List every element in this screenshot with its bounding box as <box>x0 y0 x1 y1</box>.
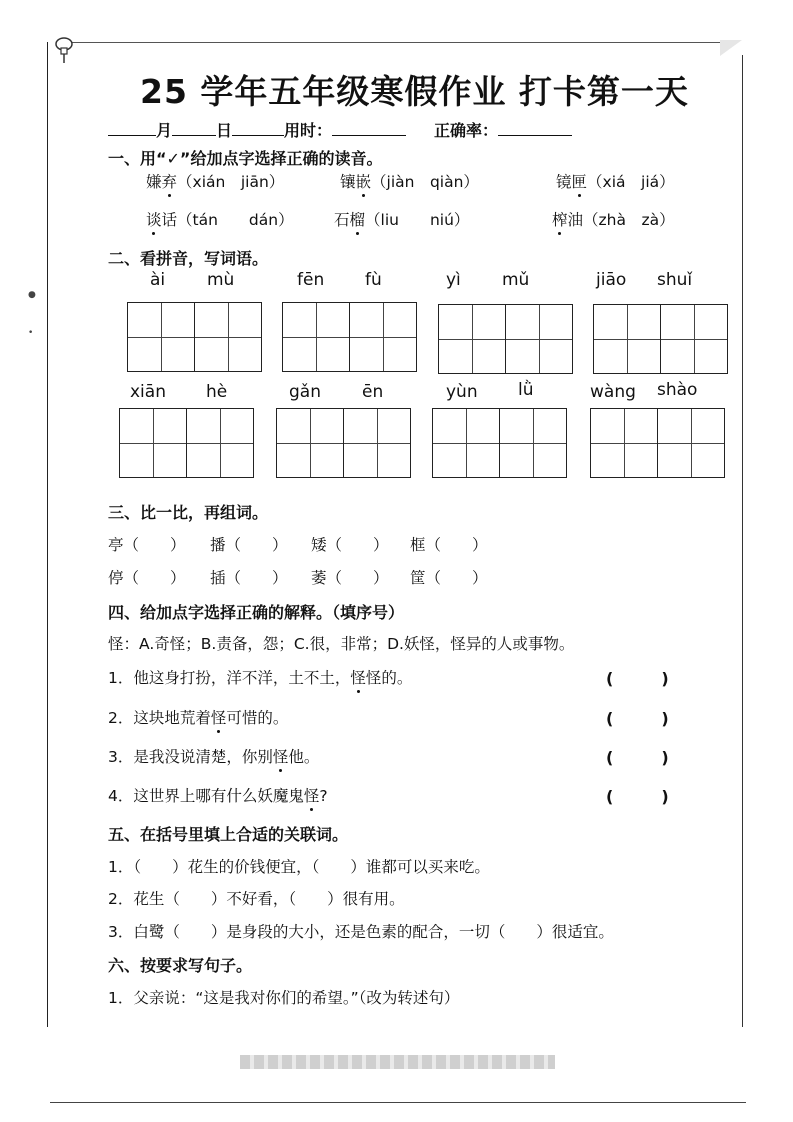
day-label: 日 <box>216 121 233 140</box>
footer-divider <box>50 1102 746 1103</box>
answer-blank[interactable]: ( ) <box>606 748 669 767</box>
writing-cell[interactable] <box>282 302 350 372</box>
writing-cell[interactable] <box>349 302 417 372</box>
pinyin-label: fēn <box>297 270 325 290</box>
writing-cell[interactable] <box>276 408 344 478</box>
writing-cell[interactable] <box>499 408 567 478</box>
pinyin-label: wàng <box>590 382 636 402</box>
blurred-footer-text <box>240 1055 555 1069</box>
explanation-item: 2．这块地荒着怪可惜的。 <box>108 709 289 727</box>
pinyin-label: ài <box>150 270 166 290</box>
writing-grid[interactable] <box>282 302 417 372</box>
writing-cell[interactable] <box>343 408 411 478</box>
compare-item: 筐（ ） <box>410 569 488 587</box>
margin-mark: ● <box>28 290 36 300</box>
writing-grid[interactable] <box>432 408 567 478</box>
pinyin-label: yì <box>446 270 461 290</box>
pinyin-choice-item: 谈话（tán dán） <box>146 211 294 229</box>
writing-cell[interactable] <box>657 408 725 478</box>
pinyin-choice-item: 嫌弃（xián jiān） <box>146 173 285 191</box>
conjunction-item: 3．白鹭（ ）是身段的大小，还是色素的配合，一切（ ）很适宜。 <box>108 923 614 941</box>
explanation-item: 3．是我没说清楚，你别怪他。 <box>108 748 320 766</box>
pinyin-label: fù <box>365 270 382 290</box>
pinyin-choice-item: 镜匣（xiá jiá） <box>556 173 675 191</box>
writing-cell[interactable] <box>505 304 573 374</box>
pinyin-choice-item: 镶嵌（jiàn qiàn） <box>340 173 479 191</box>
writing-cell[interactable] <box>194 302 262 372</box>
paper-right-edge <box>742 55 743 1027</box>
writing-cell[interactable] <box>660 304 728 374</box>
compare-item: 亭（ ） <box>108 536 186 554</box>
pinyin-label: hè <box>206 382 228 402</box>
writing-cell[interactable] <box>438 304 506 374</box>
pinyin-label: ēn <box>362 382 384 402</box>
writing-cell[interactable] <box>432 408 500 478</box>
compare-item: 框（ ） <box>410 536 488 554</box>
pinyin-label: mǔ <box>502 270 530 290</box>
month-label: 月 <box>156 121 173 140</box>
pinyin-label: xiān <box>130 382 166 402</box>
pinyin-label: gǎn <box>289 382 321 402</box>
pinyin-label: lǜ <box>518 380 534 400</box>
writing-grid[interactable] <box>593 304 728 374</box>
compare-item: 矮（ ） <box>311 536 389 554</box>
accuracy-label: 正确率： <box>434 121 499 140</box>
answer-blank[interactable]: ( ) <box>606 669 669 688</box>
section-2-heading: 二、看拼音，写词语。 <box>108 249 269 268</box>
writing-grid[interactable] <box>119 408 254 478</box>
explanation-item: 1．他这身打扮，洋不洋，土不土，怪怪的。 <box>108 669 413 687</box>
writing-cell[interactable] <box>590 408 658 478</box>
compare-item: 插（ ） <box>210 569 288 587</box>
explanation-item: 4．这世界上哪有什么妖魔鬼怪? <box>108 787 328 805</box>
section-5-heading: 五、在括号里填上合适的关联词。 <box>108 825 349 844</box>
paper-corner-fold <box>720 40 742 56</box>
page-title: 25 学年五年级寒假作业 打卡第一天 <box>140 72 689 111</box>
writing-cell[interactable] <box>127 302 195 372</box>
writing-grid[interactable] <box>590 408 725 478</box>
section-4-heading: 四、给加点字选择正确的解释。（填序号） <box>108 603 405 622</box>
pinyin-choice-item: 石榴（liu niú） <box>334 211 470 229</box>
pinyin-label: yùn <box>446 382 478 402</box>
conjunction-item: 1．（ ）花生的价钱便宜，（ ）谁都可以买来吃。 <box>108 858 490 876</box>
meta-line <box>108 118 572 141</box>
definition-line: 怪：A.奇怪；B.责备，怨；C.很，非常；D.妖怪，怪异的人或事物。 <box>108 635 575 653</box>
sentence-item: 1．父亲说：“这是我对你们的希望。”（改为转述句） <box>108 989 460 1007</box>
writing-grid[interactable] <box>438 304 573 374</box>
compare-item: 播（ ） <box>210 536 288 554</box>
compare-item: 停（ ） <box>108 569 186 587</box>
writing-cell[interactable] <box>186 408 254 478</box>
pinyin-label: shào <box>657 380 698 400</box>
section-1-heading: 一、用“✓”给加点字选择正确的读音。 <box>108 149 383 168</box>
time-label: 用时： <box>284 121 333 140</box>
pinyin-label: mù <box>207 270 235 290</box>
answer-blank[interactable]: ( ) <box>606 787 669 806</box>
pinyin-choice-item: 榨油（zhà zà） <box>552 211 675 229</box>
compare-item: 萎（ ） <box>311 569 389 587</box>
pushpin-icon <box>52 36 76 64</box>
answer-blank[interactable]: ( ) <box>606 709 669 728</box>
writing-cell[interactable] <box>593 304 661 374</box>
paper-top-edge <box>70 42 730 43</box>
writing-cell[interactable] <box>119 408 187 478</box>
paper-left-edge <box>47 42 48 1027</box>
writing-grid[interactable] <box>276 408 411 478</box>
pinyin-label: shuǐ <box>657 270 693 290</box>
section-6-heading: 六、按要求写句子。 <box>108 956 253 975</box>
writing-grid[interactable] <box>127 302 262 372</box>
section-3-heading: 三、比一比，再组词。 <box>108 503 269 522</box>
pinyin-label: jiāo <box>596 270 627 290</box>
margin-mark: • <box>28 328 34 338</box>
conjunction-item: 2．花生（ ）不好看，（ ）很有用。 <box>108 890 405 908</box>
